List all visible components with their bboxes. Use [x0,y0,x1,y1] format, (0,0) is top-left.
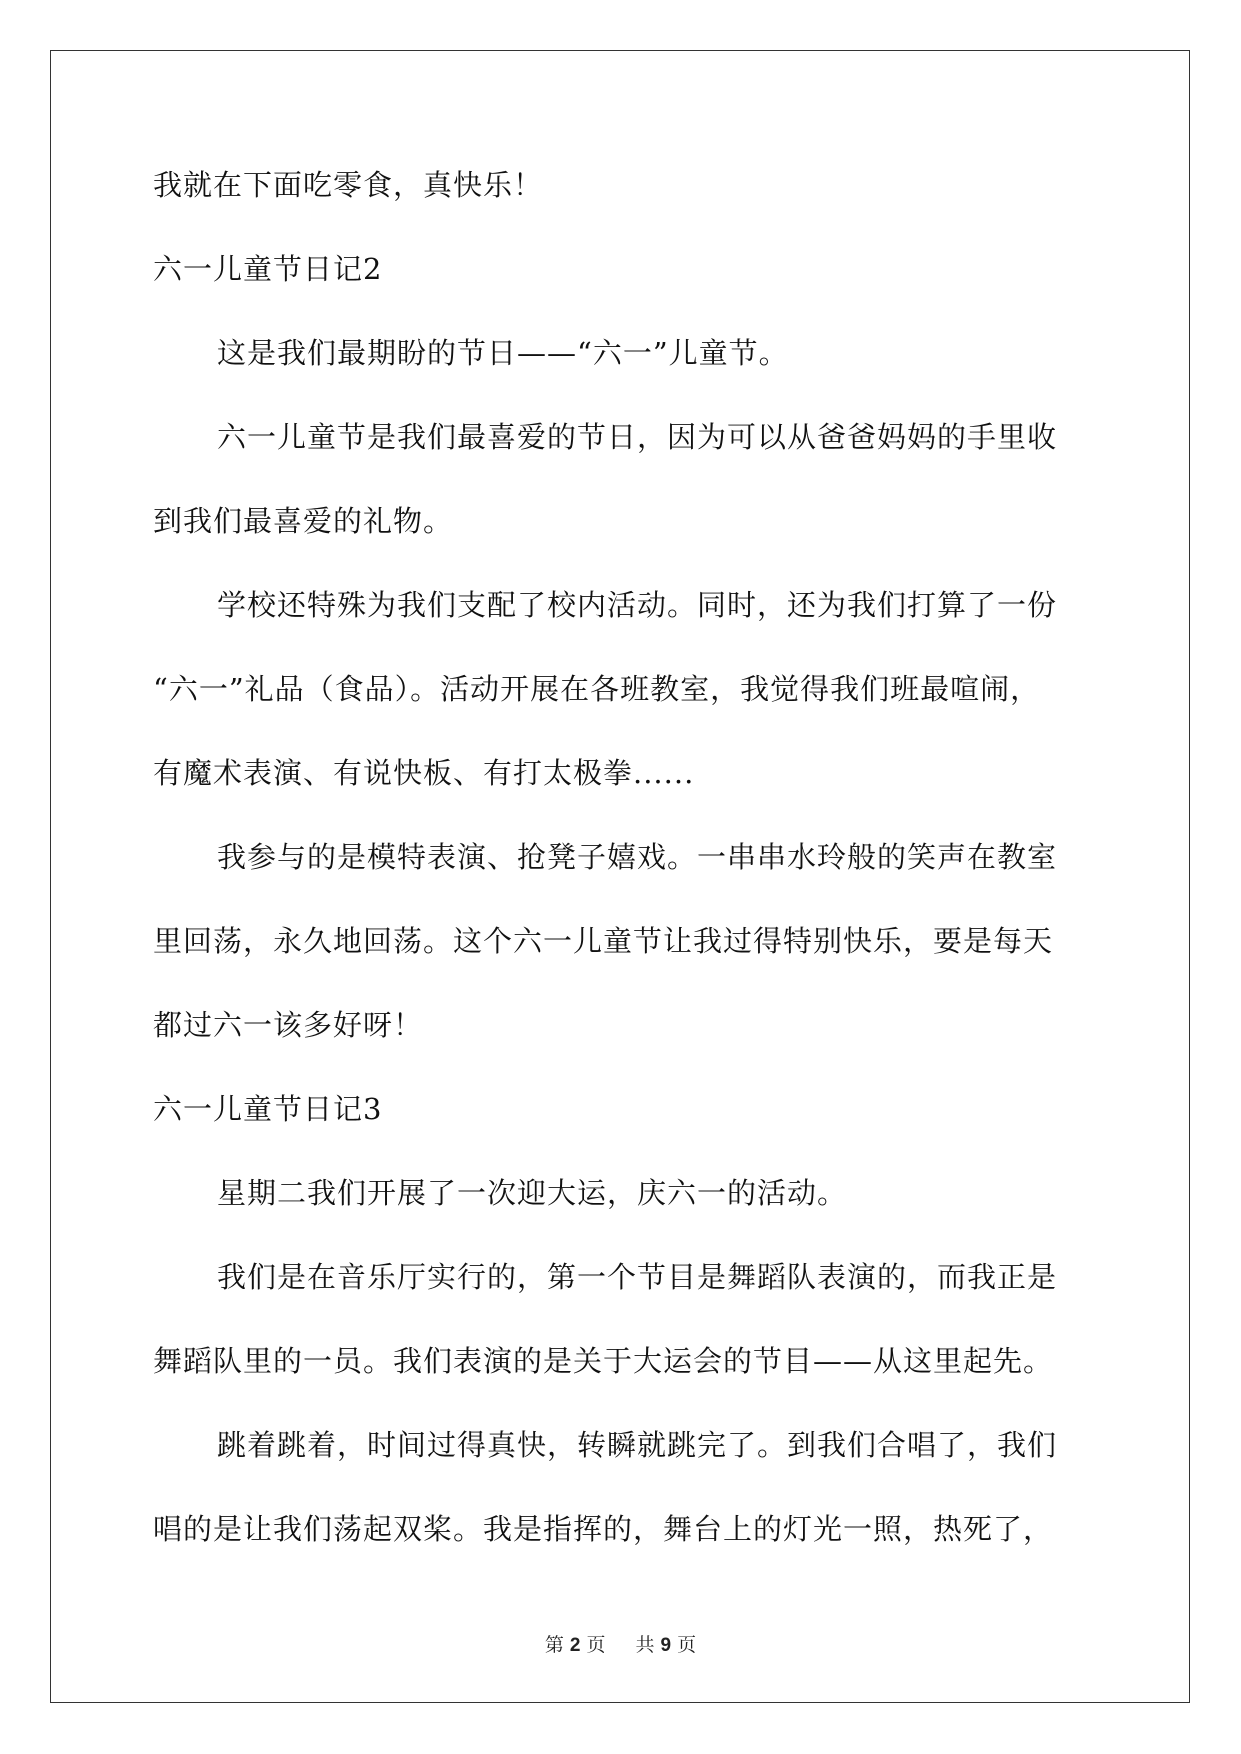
section-heading: 六一儿童节日记3 [153,1092,383,1126]
page-number: 2 [569,1635,581,1656]
text-line: 到我们最喜爱的礼物。 [153,504,454,538]
paragraph-line: 我们是在音乐厅实行的，第一个节目是舞蹈队表演的，而我正是 [217,1260,1058,1294]
page-prefix: 第 [544,1634,564,1656]
total-pages: 9 [660,1635,672,1656]
total-prefix: 共 [635,1634,655,1656]
paragraph-line: 这是我们最期盼的节日——“六一”儿童节。 [217,336,789,370]
document-body [153,167,1098,1595]
page-indicator [539,1634,612,1656]
page-suffix: 页 [586,1634,606,1656]
paragraph-line: 我参与的是模特表演、抢凳子嬉戏。一串串水玲般的笑声在教室 [217,840,1058,874]
paragraph-line: 星期二我们开展了一次迎大运，庆六一的活动。 [217,1176,848,1210]
total-suffix: 页 [677,1634,697,1656]
paragraph-line: 六一儿童节是我们最喜爱的节日，因为可以从爸爸妈妈的手里收 [217,420,1058,454]
text-line: 唱的是让我们荡起双桨。我是指挥的，舞台上的灯光一照，热死了， [153,1512,1054,1546]
text-line: 舞蹈队里的一员。我们表演的是关于大运会的节目——从这里起先。 [153,1344,1054,1378]
section-heading: 六一儿童节日记2 [153,252,383,286]
paragraph-line: 跳着跳着，时间过得真快，转瞬就跳完了。到我们合唱了，我们 [217,1428,1058,1462]
text-line: 有魔术表演、有说快板、有打太极拳...... [153,756,695,790]
text-line: “六一”礼品（食品）。活动开展在各班教室，我觉得我们班最喧闹， [153,672,1041,706]
text-line: 都过六一该多好呀！ [153,1008,424,1042]
text-line: 里回荡，永久地回荡。这个六一儿童节让我过得特别快乐，要是每天 [153,924,1054,958]
page-footer [0,1630,1241,1657]
paragraph-line: 学校还特殊为我们支配了校内活动。同时，还为我们打算了一份 [217,588,1058,622]
text-line: 我就在下面吃零食，真快乐！ [153,168,544,202]
total-indicator [630,1634,703,1656]
